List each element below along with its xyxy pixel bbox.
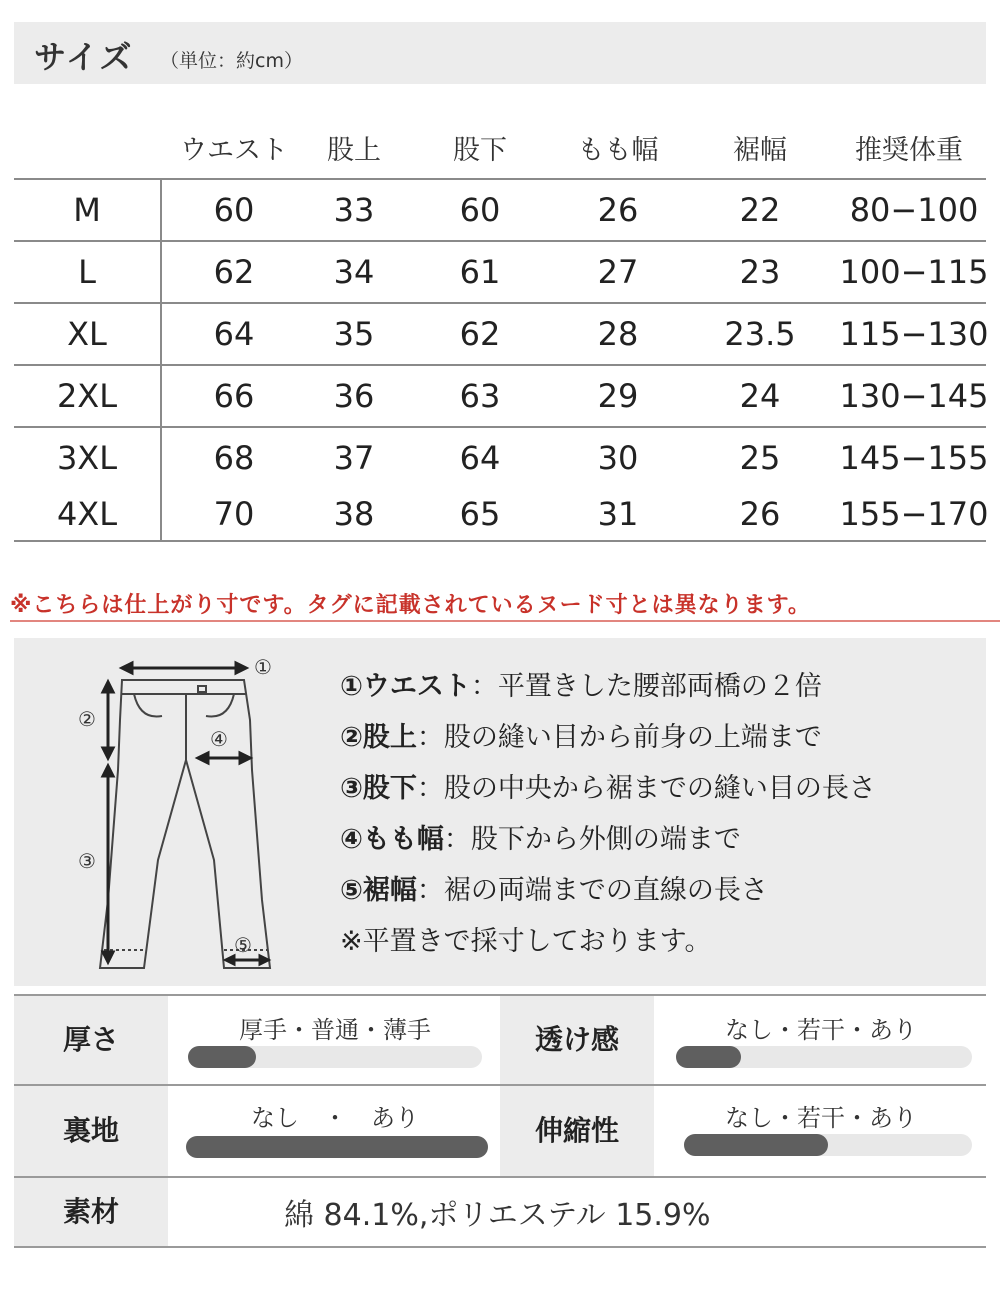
sheer-cell (656, 996, 986, 1084)
note-underline (10, 620, 1000, 622)
table-row-l (14, 242, 989, 302)
stretch-scale: なし・若干・あり (725, 1104, 917, 1132)
inseam-cell: 62 (459, 315, 501, 353)
attribute-table (14, 994, 986, 1248)
rise-cell: 34 (333, 253, 375, 291)
guide-list (340, 666, 876, 972)
marker-5: ⑤ (234, 933, 252, 957)
table-row-2xl (14, 366, 989, 426)
col-header-inseam: 股下 (453, 135, 507, 166)
thigh-cell: 27 (597, 253, 639, 291)
inseam-cell: 63 (459, 377, 501, 415)
weight-cell: 145−155 (839, 439, 989, 477)
thickness-label: 厚さ (14, 996, 168, 1084)
waist-cell: 62 (213, 253, 255, 291)
size-cell: M (73, 191, 101, 229)
measurement-guide (14, 638, 986, 986)
rise-cell: 33 (333, 191, 375, 229)
marker-4: ④ (210, 727, 228, 751)
inseam-cell: 65 (459, 495, 501, 533)
page-title: サイズ (34, 38, 134, 76)
stretch-cell (656, 1086, 986, 1176)
inseam-cell: 60 (459, 191, 501, 229)
hem-cell: 23.5 (724, 315, 796, 353)
size-cell: XL (67, 315, 107, 353)
hem-cell: 26 (739, 495, 781, 533)
guide-item-inseam: ③股下：股の中央から裾までの縫い目の長さ (340, 773, 876, 804)
header-bar (14, 22, 986, 84)
col-header-waist: ウエスト (180, 135, 288, 166)
table-row-4xl (14, 484, 989, 544)
lining-scale: なし ・ あり (251, 1104, 419, 1132)
col-header-thigh: もも幅 (577, 135, 659, 166)
thigh-cell: 31 (597, 495, 639, 533)
hem-cell: 25 (739, 439, 781, 477)
lining-bar-track (186, 1136, 488, 1158)
waist-cell: 60 (213, 191, 255, 229)
rise-cell: 37 (333, 439, 375, 477)
hem-cell: 23 (739, 253, 781, 291)
lining-label: 裏地 (14, 1086, 168, 1176)
inseam-cell: 64 (459, 439, 501, 477)
table-row-m (14, 180, 986, 240)
col-header-rise: 股上 (327, 135, 381, 166)
attr-bottom-line (14, 1246, 986, 1248)
sheer-bar-track (676, 1046, 972, 1068)
sheer-label: 透け感 (500, 996, 654, 1084)
inseam-cell: 61 (459, 253, 501, 291)
hem-cell: 22 (739, 191, 781, 229)
marker-3: ③ (78, 849, 96, 873)
weight-cell: 80−100 (849, 191, 979, 229)
guide-item-rise: ②股上：股の縫い目から前身の上端まで (340, 722, 822, 753)
thigh-cell: 26 (597, 191, 639, 229)
waist-cell: 70 (213, 495, 255, 533)
lining-cell (170, 1086, 500, 1176)
size-cell: 2XL (56, 377, 118, 415)
thigh-cell: 29 (597, 377, 639, 415)
marker-1: ① (254, 655, 272, 679)
material-value: 綿 84.1%,ポリエステル 15.9% (284, 1198, 711, 1233)
guide-item-flat-note: ※平置きで採寸しております。 (340, 926, 712, 957)
thickness-bar-fill (188, 1046, 256, 1068)
lining-bar-fill (186, 1136, 488, 1158)
table-bottom-line (14, 540, 986, 542)
thigh-cell: 30 (597, 439, 639, 477)
thickness-bar-track (188, 1046, 482, 1068)
sheer-bar-fill (676, 1046, 741, 1068)
col-header-weight: 推奨体重 (855, 135, 963, 166)
weight-cell: 115−130 (839, 315, 989, 353)
table-row-3xl (14, 428, 989, 488)
material-label: 素材 (14, 1178, 168, 1246)
waist-cell: 64 (213, 315, 255, 353)
stretch-bar-track (684, 1134, 972, 1156)
table-row-xl (14, 304, 989, 364)
thigh-cell: 28 (597, 315, 639, 353)
unit-label: （単位：約cm） (160, 50, 303, 72)
guide-item-thigh: ④もも幅：股下から外側の端まで (340, 824, 741, 855)
finish-size-note: ※こちらは仕上がり寸です。タグに記載されているヌード寸とは異なります。 (10, 593, 811, 618)
waist-cell: 68 (213, 439, 255, 477)
thickness-scale: 厚手・普通・薄手 (239, 1016, 431, 1044)
weight-cell: 130−145 (839, 377, 989, 415)
size-cell: L (78, 253, 96, 291)
marker-2: ② (78, 707, 96, 731)
col-header-hem: 裾幅 (733, 135, 787, 166)
size-cell: 3XL (56, 439, 118, 477)
pants-diagram-icon (74, 650, 294, 980)
guide-item-hem: ⑤裾幅：裾の両端までの直線の長さ (340, 875, 768, 906)
thickness-cell (170, 996, 500, 1084)
weight-cell: 100−115 (839, 253, 989, 291)
guide-item-waist: ①ウエスト：平置きした腰部両橋の２倍 (340, 671, 822, 702)
rise-cell: 35 (333, 315, 375, 353)
rise-cell: 36 (333, 377, 375, 415)
waist-cell: 66 (213, 377, 255, 415)
hem-cell: 24 (739, 377, 781, 415)
weight-cell: 155−170 (839, 495, 989, 533)
stretch-bar-fill (684, 1134, 828, 1156)
sheer-scale: なし・若干・あり (725, 1016, 917, 1044)
stretch-label: 伸縮性 (500, 1086, 654, 1176)
size-cell: 4XL (56, 495, 118, 533)
rise-cell: 38 (333, 495, 375, 533)
